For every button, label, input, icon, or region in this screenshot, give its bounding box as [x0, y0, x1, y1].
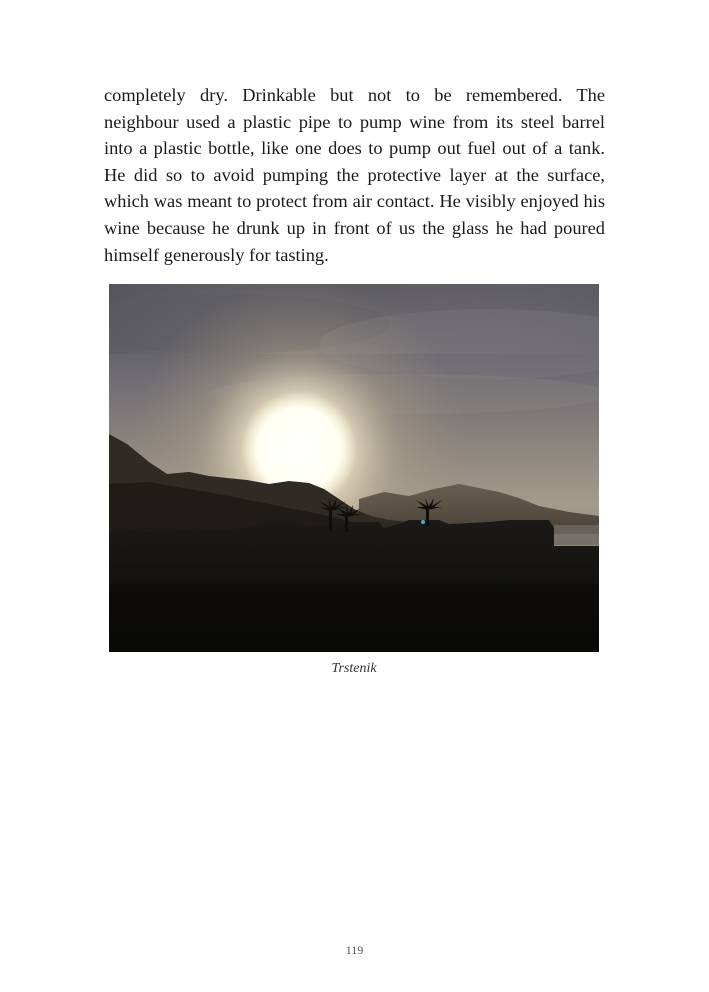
body-paragraph: completely dry. Drinkable but not to be remembered. The neighbour used a plastic pipe to pump wine from its steel barrel into a plastic bottle, like one does to pump out fuel out of a tank. He did so to avoid pumping the protective layer at the surface, which was meant to protect from air contact. He visibly enjoyed his wine because he drunk up in front of us the glass he had poured himself generously for tasting. — [104, 85, 605, 265]
sunset-landscape-image — [109, 284, 599, 652]
figure-caption: Trstenik — [331, 661, 377, 676]
page-number: 119 — [345, 943, 364, 957]
sunset-photo — [109, 284, 599, 652]
